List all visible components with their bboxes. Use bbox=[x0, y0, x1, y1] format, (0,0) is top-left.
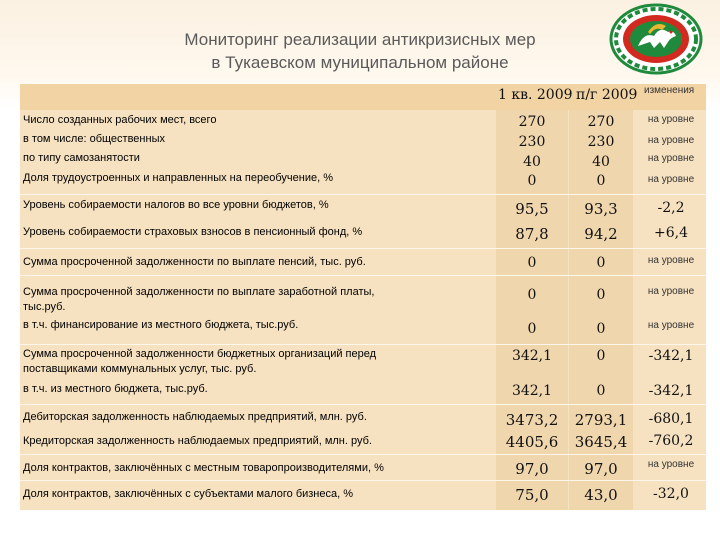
cell-pension-collect-change: +6,4 bbox=[654, 225, 688, 241]
row-label-budget-debt bbox=[23, 347, 493, 377]
row-label-wage-debt bbox=[23, 285, 493, 315]
cell-wage-debt-pg: 0 bbox=[596, 287, 606, 303]
cell-payables-q1: 4405,6 bbox=[505, 433, 559, 451]
cell-pension-collect-q1: 87,8 bbox=[515, 225, 549, 243]
row-separator bbox=[20, 404, 706, 405]
row-separator bbox=[20, 248, 706, 249]
cell-budget-local-pg: 0 bbox=[596, 383, 606, 399]
cell-jobs-public-change: на уровне bbox=[647, 135, 695, 146]
cell-jobs-self-change: на уровне bbox=[647, 153, 695, 164]
column-header-pg: п/г 2009 bbox=[576, 87, 638, 103]
row-label-jobs-self: по типу самозанятости bbox=[23, 152, 140, 164]
row-separator bbox=[20, 480, 706, 481]
cell-jobs-self-q1: 40 bbox=[523, 154, 541, 170]
row-label-local-contracts: Доля контрактов, заключённых с местным товаропроизводителями, % bbox=[23, 462, 384, 474]
cell-jobs-total-q1: 270 bbox=[518, 114, 546, 130]
row-label-receivables: Дебиторская задолженность наблюдаемых предприятий, млн. руб. bbox=[23, 411, 367, 423]
row-label-pension-debt: Сумма просроченной задолженности по выплате пенсий, тыс. руб. bbox=[23, 256, 366, 268]
cell-budget-debt-pg: 0 bbox=[596, 348, 606, 364]
row-label-wage-debt-line2: тыс.руб. bbox=[23, 301, 66, 313]
column-header-change: изменения bbox=[644, 85, 695, 96]
cell-local-contracts-pg: 97,0 bbox=[584, 460, 618, 478]
cell-budget-debt-change: -342,1 bbox=[648, 348, 694, 364]
cell-jobs-self-pg: 40 bbox=[592, 154, 610, 170]
cell-tax-collect-q1: 95,5 bbox=[515, 200, 549, 218]
cell-budget-local-q1: 342,1 bbox=[511, 383, 553, 399]
cell-receivables-change: -680,1 bbox=[648, 411, 694, 427]
cell-pension-collect-pg: 94,2 bbox=[584, 225, 618, 243]
cell-budget-local-change: -342,1 bbox=[648, 383, 694, 399]
row-label-jobs-total: Число созданных рабочих мест, всего bbox=[23, 114, 217, 126]
cell-payables-pg: 3645,4 bbox=[574, 433, 628, 451]
cell-budget-debt-q1: 342,1 bbox=[511, 348, 553, 364]
row-label-payables: Кредиторская задолженность наблюдаемых предприятий, млн. руб. bbox=[23, 435, 372, 447]
row-label-jobs-retrain: Доля трудоустроенных и направленных на переобучение, % bbox=[23, 172, 333, 184]
row-label-small-biz-contracts: Доля контрактов, заключённых с субъектами малого бизнеса, % bbox=[23, 488, 354, 500]
cell-jobs-retrain-q1: 0 bbox=[527, 173, 537, 189]
cell-local-contracts-q1: 97,0 bbox=[515, 460, 549, 478]
cell-small-biz-contracts-pg: 43,0 bbox=[584, 486, 618, 504]
title-line-1: Мониторинг реализации антикризисных мер bbox=[184, 30, 536, 49]
title-line-2: в Тукаевском муниципальном районе bbox=[211, 53, 509, 72]
cell-small-biz-contracts-change: -32,0 bbox=[653, 486, 689, 502]
row-label-wage-debt-line1: Сумма просроченной задолженности по выплате заработной платы, bbox=[23, 286, 375, 298]
monitoring-table bbox=[20, 84, 706, 510]
cell-payables-change: -760,2 bbox=[648, 433, 694, 449]
cell-jobs-total-pg: 270 bbox=[587, 114, 615, 130]
cell-wage-local-q1: 0 bbox=[527, 321, 537, 337]
cell-jobs-retrain-pg: 0 bbox=[596, 173, 606, 189]
page-title bbox=[100, 28, 620, 74]
cell-tax-collect-change: -2,2 bbox=[657, 200, 685, 216]
row-label-wage-local: в т.ч. финансирование из местного бюджета, тыс.руб. bbox=[23, 319, 299, 331]
row-label-jobs-public: в том числе: общественных bbox=[23, 133, 165, 145]
cell-local-contracts-change: на уровне bbox=[647, 459, 695, 470]
cell-wage-debt-change: на уровне bbox=[647, 286, 695, 297]
cell-pension-debt-change: на уровне bbox=[647, 255, 695, 266]
cell-wage-local-change: на уровне bbox=[647, 320, 695, 331]
cell-jobs-total-change: на уровне bbox=[647, 114, 695, 125]
cell-pension-debt-pg: 0 bbox=[596, 255, 606, 271]
row-separator bbox=[20, 344, 706, 345]
row-label-budget-debt-line2: поставщиками коммунальных услуг, тыс. руб. bbox=[23, 363, 257, 375]
cell-wage-local-pg: 0 bbox=[596, 321, 606, 337]
row-label-budget-debt-line1: Сумма просроченной задолженности бюджетных организаций перед bbox=[23, 348, 377, 360]
cell-receivables-pg: 2793,1 bbox=[574, 411, 628, 429]
row-label-pension-collect: Уровень собираемости страховых взносов в пенсионный фонд, % bbox=[23, 226, 363, 238]
row-label-tax-collect: Уровень собираемости налогов во все уровни бюджетов, % bbox=[23, 199, 329, 211]
cell-pension-debt-q1: 0 bbox=[527, 255, 537, 271]
cell-small-biz-contracts-q1: 75,0 bbox=[515, 486, 549, 504]
column-header-q1: 1 кв. 2009 bbox=[498, 87, 573, 103]
row-separator bbox=[20, 275, 706, 276]
cell-receivables-q1: 3473,2 bbox=[505, 411, 559, 429]
tatarstan-coat-of-arms-icon bbox=[608, 2, 704, 76]
cell-wage-debt-q1: 0 bbox=[527, 287, 537, 303]
cell-jobs-public-pg: 230 bbox=[587, 134, 615, 150]
cell-jobs-public-q1: 230 bbox=[518, 134, 546, 150]
row-separator bbox=[20, 454, 706, 455]
cell-jobs-retrain-change: на уровне bbox=[647, 174, 695, 185]
cell-tax-collect-pg: 93,3 bbox=[584, 200, 618, 218]
row-separator bbox=[20, 194, 706, 195]
row-label-budget-local: в т.ч. из местного бюджета, тыс.руб. bbox=[23, 383, 208, 395]
